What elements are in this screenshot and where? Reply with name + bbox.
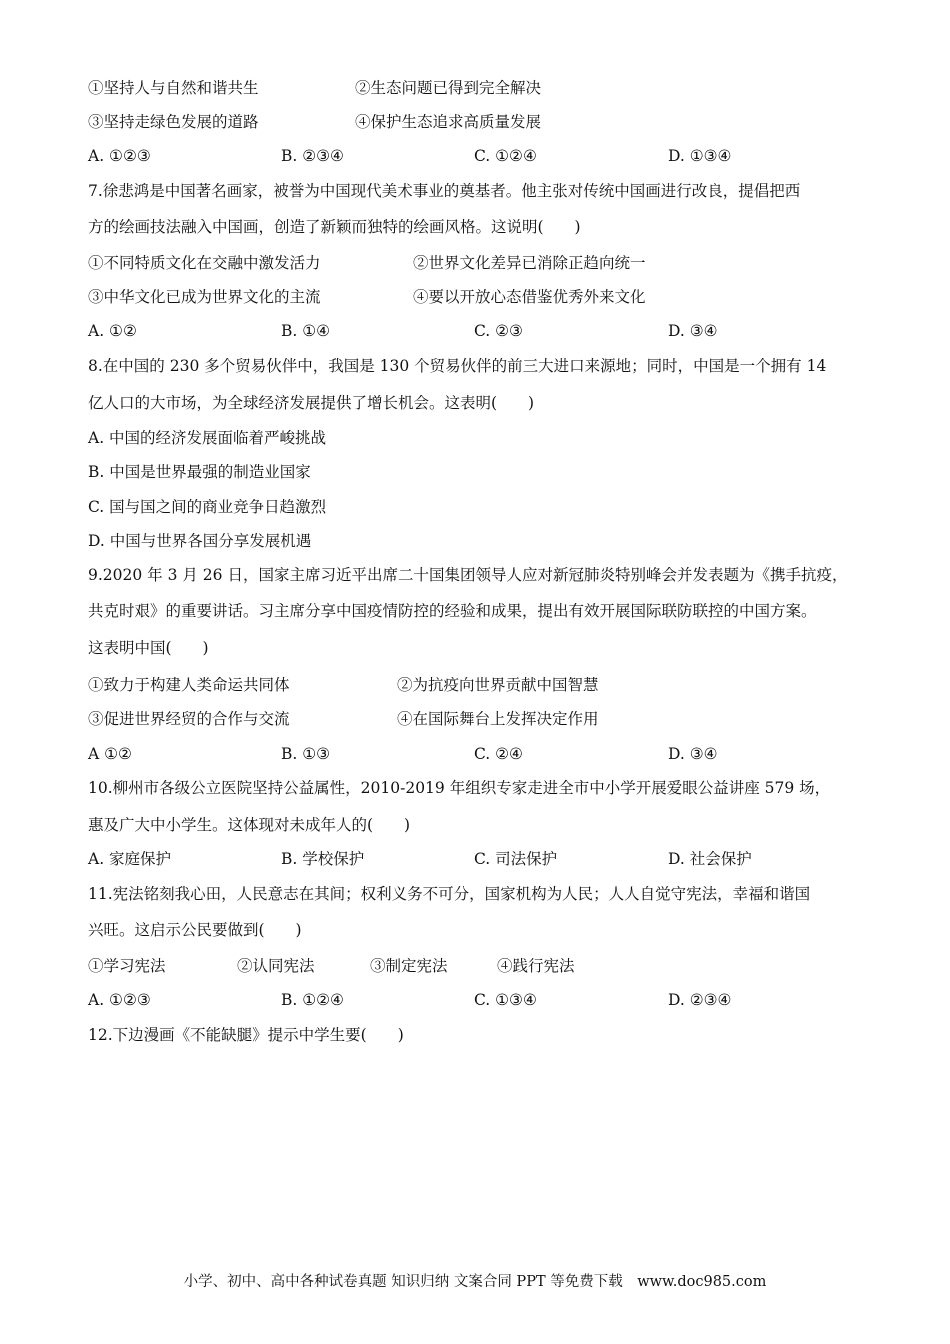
q11-choice-b: B. ①②④ (281, 991, 344, 1009)
q6-item-2: ②生态问题已得到完全解决 (355, 79, 542, 97)
q8-choice-a: A. 中国的经济发展面临着严峻挑战 (88, 429, 327, 447)
q9-stem-line-2: 共克时艰》的重要讲话。习主席分享中国疫情防控的经验和成果，提出有效开展国际联防联控的中国方案。 (88, 602, 817, 620)
q7-stem-line-1: 7.徐悲鸿是中国著名画家，被誉为中国现代美术事业的奠基者。他主张对传统中国画进行改良，提倡把西 (88, 182, 801, 200)
q7-stem-line-2: 方的绘画技法融入中国画，创造了新颖而独特的绘画风格。这说明( ) (88, 218, 581, 236)
q11-choice-a: A. ①②③ (88, 991, 151, 1009)
page-footer: 小学、初中、高中各种试卷真题 知识归纳 文案合同 PPT 等免费下载 www.doc985.com (183, 1274, 767, 1290)
q8-stem-line-2: 亿人口的大市场，为全球经济发展提供了增长机会。这表明( ) (88, 394, 535, 412)
q8-stem-line-1: 8.在中国的 230 多个贸易伙伴中，我国是 130 个贸易伙伴的前三大进口来源地；同时，中国是一个拥有 14 (88, 357, 827, 375)
q9-item-1: ①致力于构建人类命运共同体 (88, 676, 290, 694)
q8-choice-d: D. 中国与世界各国分享发展机遇 (88, 532, 312, 550)
q10-stem-line-2: 惠及广大中小学生。这体现对未成年人的( ) (88, 816, 411, 834)
q11-item-3: ③制定宪法 (370, 957, 448, 975)
q10-choice-a: A. 家庭保护 (88, 850, 172, 868)
q9-item-4: ④在国际舞台上发挥决定作用 (397, 710, 599, 728)
q9-stem-line-1: 9.2020 年 3 月 26 日，国家主席习近平出席二十国集团领导人应对新冠肺炎特别峰会并发表题为《携手抗疫， (88, 566, 848, 584)
q7-item-4: ④要以开放心态借鉴优秀外来文化 (413, 288, 646, 306)
q10-choice-c: C. 司法保护 (474, 850, 558, 868)
q10-choice-d: D. 社会保护 (668, 850, 752, 868)
q9-choice-d: D. ③④ (668, 745, 718, 763)
q10-choice-b: B. 学校保护 (281, 850, 365, 868)
q8-choice-c: C. 国与国之间的商业竞争日趋激烈 (88, 498, 327, 516)
q6-item-3: ③坚持走绿色发展的道路 (88, 113, 259, 131)
q10-stem-line-1: 10.柳州市各级公立医院坚持公益属性，2010-2019 年组织专家走进全市中小学开展爱眼公益讲座 579 场， (88, 779, 831, 797)
q6-choice-a: A. ①②③ (88, 147, 151, 165)
q6-choice-c: C. ①②④ (474, 147, 537, 165)
q7-item-3: ③中华文化已成为世界文化的主流 (88, 288, 321, 306)
q7-choice-a: A. ①② (88, 322, 137, 340)
q9-stem-line-3: 这表明中国( ) (88, 639, 209, 657)
q8-choice-b: B. 中国是世界最强的制造业国家 (88, 463, 311, 481)
q11-item-1: ①学习宪法 (88, 957, 166, 975)
q6-item-4: ④保护生态追求高质量发展 (355, 113, 542, 131)
q7-choice-c: C. ②③ (474, 322, 523, 340)
q7-choice-b: B. ①④ (281, 322, 331, 340)
q11-choice-d: D. ②③④ (668, 991, 732, 1009)
q6-item-1: ①坚持人与自然和谐共生 (88, 79, 259, 97)
q11-item-4: ④践行宪法 (497, 957, 575, 975)
q11-choice-c: C. ①③④ (474, 991, 537, 1009)
q6-choice-b: B. ②③④ (281, 147, 344, 165)
q9-choice-c: C. ②④ (474, 745, 523, 763)
q6-choice-d: D. ①③④ (668, 147, 732, 165)
q11-stem-line-2: 兴旺。这启示公民要做到( ) (88, 921, 302, 939)
q7-choice-d: D. ③④ (668, 322, 718, 340)
q9-choice-a: A ①② (88, 745, 132, 763)
q11-stem-line-1: 11.宪法铭刻我心田，人民意志在其间；权利义务不可分，国家机构为人民；人人自觉守宪法，幸福和谐国 (88, 885, 811, 903)
q11-item-2: ②认同宪法 (237, 957, 315, 975)
q7-item-2: ②世界文化差异已消除正趋向统一 (413, 254, 646, 272)
q9-choice-b: B. ①③ (281, 745, 331, 763)
q7-item-1: ①不同特质文化在交融中激发活力 (88, 254, 321, 272)
q9-item-3: ③促进世界经贸的合作与交流 (88, 710, 290, 728)
q12-stem-line-1: 12.下边漫画《不能缺腿》提示中学生要( ) (88, 1026, 404, 1044)
q9-item-2: ②为抗疫向世界贡献中国智慧 (397, 676, 599, 694)
